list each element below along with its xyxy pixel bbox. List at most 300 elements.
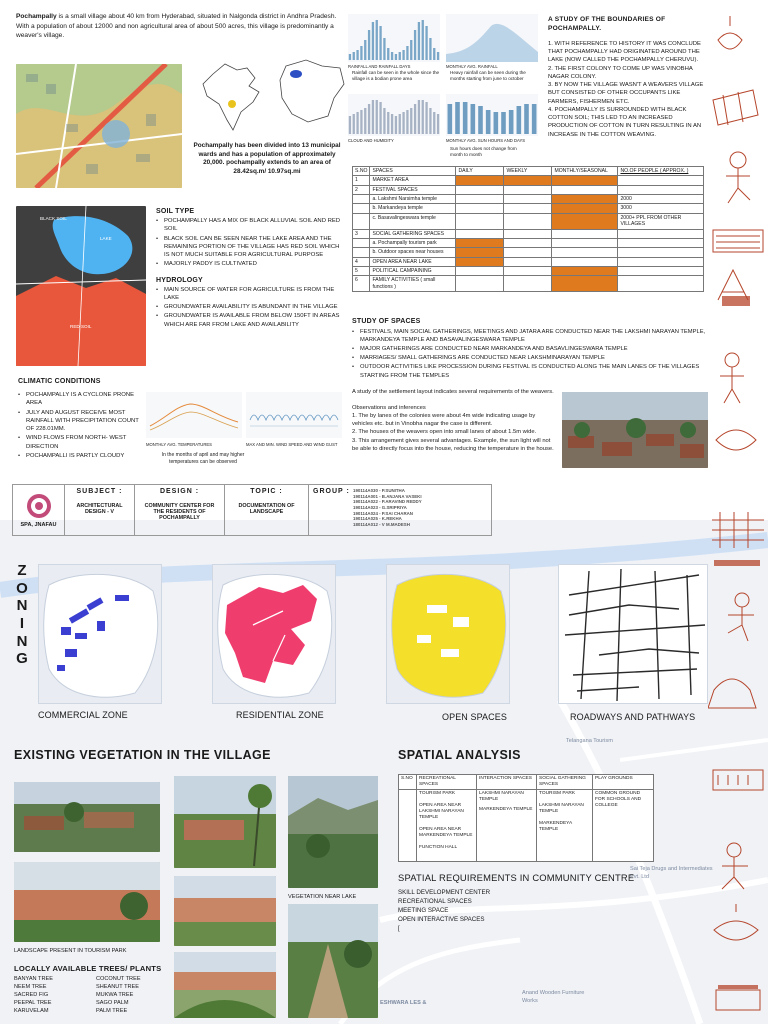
- group-member: 190114A001 - B.ANJANA VASEKI: [353, 493, 422, 499]
- chart-bar: [471, 104, 476, 134]
- cloud-label: CLOUD AND HUMIDITY: [348, 138, 394, 143]
- spaces-cell-no: 1: [353, 176, 370, 185]
- chart-bar: [395, 54, 397, 60]
- spatial-item: TOURISM PARK: [419, 790, 456, 796]
- tree-item: SACRED FIG: [14, 992, 49, 999]
- spaces-cell-daily: [456, 238, 504, 247]
- settlement-point: 3. This arrangement gives several advantages. Example, the sun light will not be able to directly focus into the house, reducing the temperature in the house.: [352, 437, 554, 452]
- intro-line2: With a population of about 12000 and non agricultural area of about 500 acres, this village is predominantly a weaver's village.: [16, 22, 334, 40]
- rain-note: Rainfall can be seen in the whole since the village is a bodian prone area: [352, 70, 440, 82]
- hydrology-point: • GROUNDWATER AVAILABILITY IS ABUNDANT IN THE VILLAGE: [156, 303, 342, 311]
- spatial-item: LAKSHMI NARAYAN TEMPLE: [539, 802, 584, 814]
- spaces-cell-space: MARKET AREA: [370, 176, 456, 185]
- spaces-cell-space: POLITICAL CAMPAINING: [370, 266, 456, 275]
- spaces-cell-people: 2000: [618, 195, 704, 204]
- zoning-letter: I: [19, 615, 25, 633]
- climatic-section: [18, 378, 144, 461]
- spaces-cell-no: 2: [353, 185, 370, 194]
- col-header: SPACES: [370, 167, 456, 176]
- settlement-section: [352, 388, 554, 453]
- chart-bar: [356, 50, 358, 60]
- topic-value: DOCUMENTATION OF LANDSCAPE: [238, 503, 295, 515]
- climatic-title: CLIMATIC CONDITIONS: [18, 378, 101, 385]
- spaces-cell-daily: [456, 257, 504, 266]
- climatic-list: [18, 391, 144, 460]
- chart-bar: [509, 110, 514, 134]
- settlement-point: 1. The by lanes of the colonies were about 4m wide indicating usage by vehicles etc. but in Vinobha nagar the case is different.: [352, 413, 536, 428]
- hydrology-point: • MAIN SOURCE OF WATER FOR AGRICULTURE IS FROM THE LAKE: [156, 286, 342, 303]
- spaces-row: [353, 248, 704, 257]
- chart-bar: [349, 116, 351, 134]
- chart-bar: [410, 108, 412, 134]
- chart-bar: [406, 46, 408, 60]
- chart-bar: [478, 106, 483, 134]
- spaces-cell-monthly: [552, 248, 618, 257]
- spaces-cell-weekly: [504, 248, 552, 257]
- soil-title: SOIL TYPE: [156, 208, 195, 215]
- spaces-table-wrap: [352, 166, 704, 292]
- requirement-item: MEETING SPACE: [398, 906, 449, 914]
- col-header: NO.OF PEOPLE ( APPROX. ): [618, 167, 704, 176]
- spaces-cell-people: [618, 266, 704, 275]
- chart-bar: [455, 102, 460, 134]
- tree-item: NEEM TREE: [14, 984, 47, 991]
- subject-cell: [65, 485, 135, 535]
- subject-label: SUBJECT :: [76, 488, 123, 495]
- col-header: DAILY: [456, 167, 504, 176]
- spaces-cell-daily: [456, 213, 504, 229]
- chart-bar: [463, 102, 468, 134]
- spaces-cell-space: FESTIVAL SPACES: [370, 185, 456, 194]
- zone-label-residential: RESIDENTIAL ZONE: [236, 710, 324, 720]
- chart-bar: [383, 38, 385, 60]
- zoning-vertical-title: [12, 562, 32, 668]
- vegetation-photo-2: [14, 862, 160, 942]
- spatial-col-header: RECREATIONAL SPACES: [417, 775, 477, 790]
- residential-zone-map: [212, 564, 336, 704]
- spaces-cell-people: 3000: [618, 204, 704, 213]
- spaces-cell-daily: [456, 185, 504, 194]
- chart-bar: [399, 114, 401, 134]
- chart-bar: [418, 100, 420, 134]
- chart-bar: [429, 38, 431, 60]
- spaces-cell-monthly: [552, 238, 618, 247]
- zoning-letter: G: [16, 650, 28, 668]
- tree-item: MUKWA TREE: [96, 992, 134, 999]
- tree-item: PEEPAL TREE: [14, 1000, 52, 1007]
- chart-bar: [402, 50, 404, 60]
- zone-label-open: OPEN SPACES: [442, 712, 507, 722]
- spaces-table: [352, 166, 704, 292]
- tree-item: PALM TREE: [96, 1008, 128, 1015]
- chart-bar: [391, 114, 393, 134]
- vegetation-photo-3: [174, 776, 276, 868]
- intro-lead: Pochampally: [16, 13, 57, 20]
- chart-bar: [501, 112, 506, 134]
- logo-text: SPA, JNAFAU: [20, 522, 57, 528]
- subject-value: ARCHITECTURAL DESIGN - V: [76, 503, 123, 515]
- chart-bar: [418, 22, 420, 60]
- spaces-cell-no: [353, 195, 370, 204]
- settlement-point: 2. The houses of the weavers open into small lanes of about 1.5m wide.: [352, 429, 537, 436]
- spaces-cell-no: 3: [353, 229, 370, 238]
- weaver-sketches: [708, 0, 768, 1024]
- chart-bar: [364, 40, 366, 60]
- col-header: S.NO: [353, 167, 370, 176]
- spaces-cell-people: [618, 257, 704, 266]
- spaces-cell-daily: [456, 229, 504, 238]
- spaces-cell-monthly: [552, 213, 618, 229]
- chart-bar: [376, 20, 378, 60]
- design-label: DESIGN :: [159, 488, 200, 495]
- chart-bar: [372, 22, 374, 60]
- spaces-cell-people: [618, 276, 704, 292]
- chart-bar: [395, 116, 397, 134]
- monthly-rainfall-chart: [446, 14, 538, 62]
- spatial-table: [398, 774, 654, 862]
- chart-bar: [494, 112, 499, 134]
- spatial-item: MARKENDEYA TEMPLE: [479, 806, 533, 812]
- village-aerial-photo: [562, 392, 708, 468]
- spaces-cell-people: 2000+ PPL FROM OTHER VILLAGES: [618, 213, 704, 229]
- chart-bar: [448, 104, 453, 134]
- spaces-row: [353, 266, 704, 275]
- spaces-cell-space: a. Pochampally tourism park: [370, 238, 456, 247]
- caption-lake: VEGETATION NEAR LAKE: [288, 894, 357, 900]
- chart-bar: [402, 112, 404, 134]
- spaces-row: [353, 204, 704, 213]
- spatial-item: OPEN AREA NEAR MARKENDEYA TEMPLE: [419, 826, 473, 838]
- map-label-telangana: Telangana Tourism: [566, 738, 613, 744]
- chart-bar: [383, 108, 385, 134]
- district-map: [276, 56, 348, 126]
- spaces-cell-weekly: [504, 238, 552, 247]
- spaces-cell-daily: [456, 266, 504, 275]
- commercial-zone-map: [38, 564, 162, 704]
- requirement-item: OPEN INTERACTIVE SPACES: [398, 915, 485, 923]
- spaces-cell-no: 5: [353, 266, 370, 275]
- rainfall-chart: [348, 14, 440, 62]
- chart-bar: [486, 110, 491, 134]
- requirements-list: [398, 889, 648, 934]
- spaces-row: [353, 185, 704, 194]
- soil-label-red: RED SOIL: [70, 324, 92, 329]
- chart-bar: [437, 114, 439, 134]
- chart-bar: [372, 100, 374, 134]
- topic-cell: [225, 485, 309, 535]
- settlement-intro: A study of the settlement layout indicates several requirements of the weavers.: [352, 389, 554, 395]
- spaces-cell-weekly: [504, 204, 552, 213]
- group-member: 190114A030 - P.SUNITHA: [353, 488, 405, 493]
- spaces-cell-people: [618, 248, 704, 257]
- group-cell: [309, 485, 491, 535]
- map-label-anand: Anand Wooden Furniture Works: [522, 990, 585, 1004]
- title-block: [12, 484, 492, 536]
- spaces-cell-no: [353, 248, 370, 257]
- group-label: GROUP :: [313, 488, 350, 495]
- vegetation-photo-1: [14, 782, 160, 852]
- requirement-item: [: [398, 924, 400, 932]
- chart-bar: [379, 26, 381, 60]
- spatial-col-header: S.NO: [399, 775, 417, 790]
- col-header: WEEKLY: [504, 167, 552, 176]
- spaces-cell-daily: [456, 204, 504, 213]
- requirements-title: SPATIAL REQUIREMENTS IN COMMUNITY CENTRE: [398, 872, 635, 883]
- tree-item: KARUVELAM: [14, 1008, 49, 1015]
- hydrology-list: [156, 286, 342, 329]
- chart-bar: [425, 102, 427, 134]
- spaces-cell-space: SOCIAL GATHERING SPACES: [370, 229, 456, 238]
- requirements-section: [398, 872, 648, 934]
- sun-chart: [446, 94, 538, 136]
- sun-note: Sun hours does not change from month to month: [450, 146, 517, 158]
- climatic-point: • POCHAMPALLI IS PARTLY CLOUDY: [18, 452, 144, 460]
- map-label-eshwara: ESHWARA LES &: [380, 1000, 427, 1006]
- chart-bar: [353, 114, 355, 134]
- soil-label-lake: LAKE: [100, 236, 112, 241]
- chart-bar: [387, 48, 389, 60]
- study-spaces-list: [352, 328, 708, 380]
- chart-bar: [349, 54, 351, 60]
- spatial-cell: [399, 789, 417, 861]
- chart-bar: [379, 102, 381, 134]
- spaces-cell-monthly: [552, 276, 618, 292]
- group-member: 190114A025 - K.REKHA: [353, 516, 402, 522]
- chart-bar: [410, 40, 412, 60]
- spaces-cell-people: [618, 185, 704, 194]
- tree-item: SHEANUT TREE: [96, 984, 139, 991]
- soil-point: • POCHAMPALLY HAS A MIX OF BLACK ALLUVIAL SOIL AND RED SOIL: [156, 217, 342, 234]
- rain-label: RAINFALL AND RAINFALL DAYS: [348, 64, 411, 69]
- chart-bar: [364, 108, 366, 134]
- chart-bar: [429, 108, 431, 134]
- boundaries-section: [548, 16, 708, 139]
- spaces-cell-weekly: [504, 195, 552, 204]
- intro-text: [16, 12, 346, 41]
- spaces-cell-no: [353, 238, 370, 247]
- spaces-cell-weekly: [504, 257, 552, 266]
- zoning-letter: O: [16, 579, 28, 597]
- chart-bar: [360, 46, 362, 60]
- chart-bar: [414, 104, 416, 134]
- requirement-item: RECREATIONAL SPACES: [398, 897, 472, 905]
- climatic-point: • JULY AND AUGUST RECEIVE MOST RAINFALL WITH PRECIPITATION COUNT OF 228.01MM.: [18, 409, 144, 434]
- boundaries-point-1: 1. WITH REFERENCE TO HISTORY IT WAS CONCLUDE THAT POCHAMPALLY HAD ORIGINATED AROUND THE LAKE (NOW CALLED THE POCHAMPALLY CHERUVU).: [548, 40, 701, 64]
- spaces-cell-weekly: [504, 266, 552, 275]
- zone-label-roadways: ROADWAYS AND PATHWAYS: [570, 712, 696, 722]
- chart-bar: [360, 110, 362, 134]
- settlement-obs-title: Observations and inferences: [352, 405, 426, 412]
- vegetation-title: EXISTING VEGETATION IN THE VILLAGE: [14, 748, 271, 762]
- spatial-item: MARKENDEYA TEMPLE: [539, 820, 572, 832]
- hydrology-point: • GROUNDWATER IS AVAILABLE FROM BELOW 150FT IN AREAS WHICH ARE FAR FROM LAKE AND AVAILABILITY: [156, 312, 342, 329]
- spatial-cell-recreational: [417, 789, 477, 861]
- group-member: 180114A012 - V M.MADESH: [353, 521, 410, 527]
- spaces-cell-monthly: [552, 266, 618, 275]
- trees-col-1: [14, 975, 96, 1016]
- trees-section: [14, 964, 170, 1016]
- climatic-point: • WIND FLOWS FROM NORTH- WEST DIRECTION: [18, 434, 144, 451]
- temp-note: In the months of april and may higher temperatures can be observed: [161, 452, 245, 465]
- spaces-cell-people: [618, 229, 704, 238]
- spaces-cell-monthly: [552, 185, 618, 194]
- spaces-cell-no: 4: [353, 257, 370, 266]
- soil-label-black: BLACK SOIL: [40, 216, 67, 221]
- spaces-cell-weekly: [504, 185, 552, 194]
- spaces-row: [353, 176, 704, 185]
- chart-bar: [517, 106, 522, 134]
- design-value: COMMUNITY CENTER FOR THE RESIDENTS OF POCHAMPALLY: [144, 503, 215, 521]
- group-member: 190114A022 - P.ARAVIND REDDY: [353, 499, 422, 505]
- study-spaces-title: STUDY OF SPACES: [352, 318, 421, 325]
- spaces-cell-monthly: [552, 176, 618, 185]
- chart-bar: [524, 104, 529, 134]
- spaces-cell-monthly: [552, 229, 618, 238]
- spaces-table-body: [353, 176, 704, 292]
- spaces-cell-monthly: [552, 257, 618, 266]
- spaces-cell-no: 6: [353, 276, 370, 292]
- spaces-cell-space: FAMILY ACTIVITIES ( small functions ): [370, 276, 456, 292]
- soil-point: • MAJORLY PADDY IS CULTIVATED: [156, 260, 342, 268]
- spatial-col-header: INTERACTION SPACES: [477, 775, 537, 790]
- india-map: [200, 62, 272, 132]
- vegetation-lake-photo: [288, 776, 378, 888]
- soil-list: [156, 217, 342, 269]
- study-point: • OUTDOOR ACTIVITIES LIKE PROCESSION DURING FESTIVAL IS CONDUCTED ALONG THE MAIN LANES OF THE VILLAGES STARTING FROM THE TEMPLES: [352, 363, 708, 379]
- spatial-item: FUNCTION HALL: [419, 844, 458, 850]
- spaces-row: [353, 257, 704, 266]
- chart-bar: [376, 100, 378, 134]
- spatial-cell-interaction: [477, 789, 537, 861]
- study-point: • MARRIAGES/ SMALL GATHERINGS ARE CONDUCTED NEAR LAKSHMINARAYAN TEMPLE: [352, 354, 708, 362]
- spaces-cell-no: [353, 204, 370, 213]
- boundaries-point-3: 3. BY NOW THE VILLAGE WASN'T A WEAVERS VILLAGE BUT CONSISTED OF OTHER OCCUPANTS LIKE FARMERS, FISHERMEN ETC.: [548, 82, 704, 105]
- spaces-row: [353, 238, 704, 247]
- spaces-cell-space: OPEN AREA NEAR LAKE: [370, 257, 456, 266]
- spaces-row: [353, 195, 704, 204]
- zoning-letter: Z: [17, 562, 27, 579]
- spaces-cell-space: c. Basavalingeswara temple: [370, 213, 456, 229]
- chart-bar: [387, 112, 389, 134]
- spaces-cell-monthly: [552, 195, 618, 204]
- caption-tourism-park: LANDSCAPE PRESENT IN TOURISM PARK: [14, 948, 127, 954]
- hydrology-title: HYDROLOGY: [156, 276, 203, 284]
- chart-bar: [422, 100, 424, 134]
- boundaries-point-4: 4. POCHAMPALLY IS SURROUNDED WITH BLACK COTTON SOIL; THIS LED TO AN INCREASED PRODUCTION OF COTTON IN TURN RESULTING IN AN INCREASE IN THE COTTON WEAVING.: [548, 106, 702, 138]
- spatial-col-header: SOCIAL GATHERING SPACES: [537, 775, 593, 790]
- chart-bar: [391, 52, 393, 60]
- study-spaces-section: [352, 318, 708, 381]
- spaces-cell-space: b. Outdoor spaces near houses: [370, 248, 456, 257]
- open-spaces-map: [386, 564, 510, 704]
- map-label-teja: Sai Teja Drugs and Intermediates Pvt. Ltd: [630, 866, 713, 880]
- spaces-row: [353, 213, 704, 229]
- col-header: MONTHLY/SEASONAL: [552, 167, 618, 176]
- spatial-item: COMMON GROUND FOR SCHOOLS AND COLLEGE: [595, 790, 642, 808]
- chart-bar: [356, 112, 358, 134]
- spaces-cell-people: [618, 238, 704, 247]
- group-member: 190114A023 - G.SRIPRIYA: [353, 504, 407, 510]
- spaces-cell-daily: [456, 248, 504, 257]
- trees-columns: [14, 975, 170, 1016]
- roadways-map: [558, 564, 708, 704]
- chart-bar: [425, 26, 427, 60]
- spatial-cell-play: [593, 789, 654, 861]
- study-point: • MAJOR GATHERINGS ARE CONDUCTED NEAR MARKANDEYA AND BASAVLINGESWARA TEMPLE: [352, 345, 708, 353]
- group-list: [353, 488, 422, 532]
- soil-map: [16, 206, 146, 366]
- spatial-item: LAKSHMI NARAYAN TEMPLE: [479, 790, 524, 802]
- spaces-cell-space: b. Markandeya temple: [370, 204, 456, 213]
- trees-title: LOCALLY AVAILABLE TREES/ PLANTS: [14, 964, 162, 973]
- tree-item: COCONUT TREE: [96, 976, 141, 982]
- climatic-point: • POCHAMPALLY IS A CYCLONE PRONE AREA: [18, 391, 144, 408]
- vegetation-photo-6: [288, 904, 378, 1018]
- chart-bar: [437, 52, 439, 60]
- spaces-cell-space: a. Lakshmi Narsimha temple: [370, 195, 456, 204]
- chart-bar: [422, 20, 424, 60]
- spaces-cell-people: [618, 176, 704, 185]
- chart-bar: [368, 104, 370, 134]
- tree-item: BANYAN TREE: [14, 976, 53, 982]
- spaces-cell-weekly: [504, 229, 552, 238]
- sun-label: MONTHLY AVG. SUN HOURS AND DAYS: [446, 138, 526, 143]
- spatial-col-header: PLAY GROUNDS: [593, 775, 654, 790]
- topic-label: TOPIC :: [250, 488, 283, 495]
- spatial-table-wrap: [398, 774, 654, 862]
- intro-line1: is a small village about 40 km from Hyderabad, situated in Nalgonda district in Andhra Pradesh.: [56, 13, 337, 20]
- spaces-cell-weekly: [504, 213, 552, 229]
- spatial-title: SPATIAL ANALYSIS: [398, 748, 521, 762]
- wind-chart: [246, 392, 342, 438]
- study-point: • FESTIVALS, MAIN SOCIAL GATHERINGS, MEETINGS AND JATARA ARE CONDUCTED NEAR THE LAKSHMI NARAYAN TEMPLE, MARKANDEYA TEMPLE AND BASAVALINGESWARA TEMPLE: [352, 328, 708, 344]
- zone-label-commercial: COMMERCIAL ZONE: [38, 710, 128, 720]
- soil-section: [156, 208, 342, 330]
- wind-label: MAX AND MIN. WIND SPEED AND WIND GUST: [246, 442, 338, 447]
- boundaries-point-2: 2. THE FIRST COLONY TO COME UP WAS VINOBHA NAGAR COLONY.: [548, 65, 693, 80]
- chart-bar: [353, 52, 355, 60]
- requirement-item: SKILL DEVELOPMENT CENTER: [398, 889, 491, 896]
- village-site-map: [16, 64, 182, 188]
- wards-note: Pochampally has been divided into 13 municipal wards and has a population of approximately 20,000. pochampally extends to an area of 28.42sq.m/ 10.97sq.mi: [193, 142, 341, 175]
- design-cell: [135, 485, 225, 535]
- spaces-cell-daily: [456, 176, 504, 185]
- trees-col-2: [96, 975, 141, 1016]
- chart-bar: [406, 110, 408, 134]
- temp-label: MONTHLY AVG. TEMPERATURES: [146, 442, 212, 447]
- vegetation-photo-5: [174, 952, 276, 1018]
- soil-point: • BLACK SOIL CAN BE SEEN NEAR THE LAKE AREA AND THE REMAINING PORTION OF THE VILLAGE HAS RED SOIL WHICH IS NOT MUCH SUITABLE FOR AGRICULTURAL PURPOSE: [156, 235, 342, 260]
- spatial-cell-social: [537, 789, 593, 861]
- spaces-cell-weekly: [504, 276, 552, 292]
- temperature-chart: [146, 392, 242, 438]
- vegetation-photo-4: [174, 876, 276, 946]
- monthly-label: MONTHLY AVG. RAINFALL: [446, 64, 498, 69]
- spatial-item: TOURISM PARK: [539, 790, 576, 796]
- zoning-letter: N: [16, 632, 28, 650]
- spatial-item: OPEN AREA NEAR LAKSHMI NARAYAN TEMPLE: [419, 802, 464, 820]
- chart-bar: [399, 52, 401, 60]
- institution-logo-icon: [25, 492, 53, 520]
- spaces-row: [353, 276, 704, 292]
- chart-bar: [433, 48, 435, 60]
- chart-bar: [368, 30, 370, 60]
- spaces-cell-daily: [456, 276, 504, 292]
- monthly-note: Heavy rainfall can be seen during the months starting from june to october: [450, 70, 526, 82]
- chart-bar: [414, 30, 416, 60]
- cloud-chart: [348, 94, 440, 136]
- spaces-cell-monthly: [552, 204, 618, 213]
